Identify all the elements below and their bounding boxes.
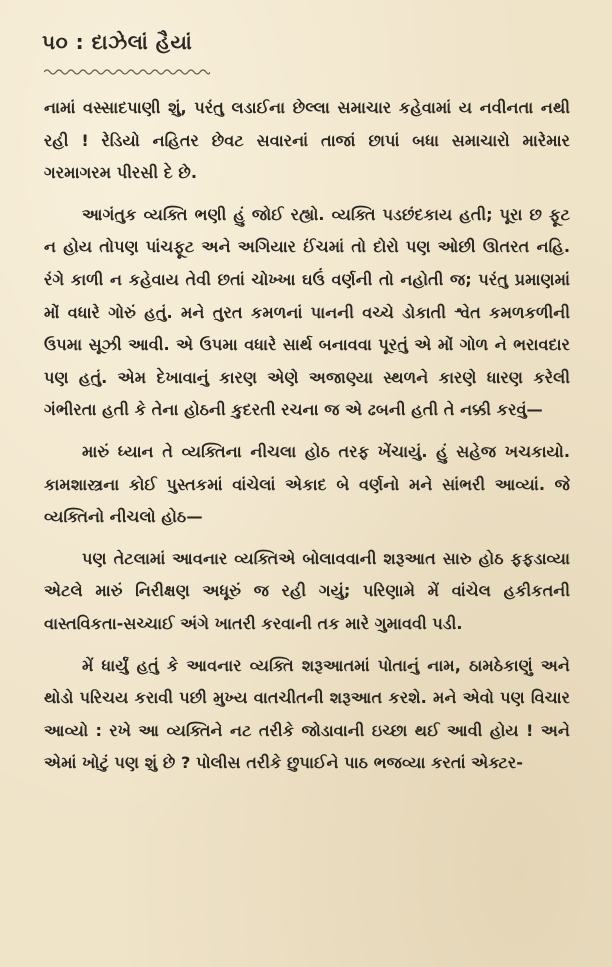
paragraph: પણ તેટલામાં આવનાર વ્યક્તિએ બોલાવવાની શરૂઆત સારુ હોઠ ફફડાવ્યા એટલે મારું નિરીક્ષણ અધૂરું જ રહી ગયું; પરિણામે મેં વાંચેલ હકીકતની વાસ્તવિકતા-સચ્ચાઈ અંગે ખાતરી કરવાની તક મારે ગુમાવવી પડી.	[44, 548, 570, 633]
paragraph: આગંતુક વ્યક્તિ ભણી હું જોઈ રહ્યો. વ્યક્તિ પડછંદકાય હતી; પૂરા છ ફૂટ ન હોય તોપણ પાંચફૂટ અને અગિયાર ઈંચમાં તો દોરો પણ ઓછી ઊતરત નહિ. રંગે કાળી ન કહેવાય તેવી છતાં ચોખ્ખા ઘઉં વર્ણની તો નહોતી જ; પરંતુ પ્રમાણમાં મોં વધારે ગોરું હતું. મને તુરત કમળનાં પાનની વચ્ચે ડોકાતી શ્વેત કમળકળીની ઉપમા સૂઝી આવી. એ ઉપમા વધારે સાર્થ બનાવવા પૂરતું એ મોં ગોળ ને ભરાવદાર પણ હતું. એમ દેખાવાનું કારણ એણે અજાણ્યા સ્થળને કારણે ધારણ કરેલી ગંભીરતા હતી કે તેના હોઠની કુદરતી રચના જ એ ઢબની હતી તે નક્કી કરવું—	[44, 204, 570, 420]
paragraph: મારું ધ્યાન તે વ્યક્તિના નીચલા હોઠ તરફ ખેંચાયું. હું સહેજ ખચકાયો. કામશાસ્ત્રના કોઈ પુસ્તકમાં વાંચેલાં એકાદ બે વર્ણનો મને સાંભરી આવ્યાં. જે વ્યક્તિનો નીચલો હોઠ—	[44, 441, 570, 527]
paragraph: નામાં વસ્સાદપાણી શું, પરંતુ લડાઈના છેલ્લા સમાચાર કહેવામાં ય નવીનતા નથી રહી ! રેડિયો નહિતર છેવટ સવારનાં તાજાં છાપાં બધા સમાચારો મારેમાર ગરમાગરમ પીરસી દે છે.	[44, 98, 570, 183]
header-decorative-rule	[44, 68, 210, 76]
paragraph: મેં ધાર્યું હતું કે આવનાર વ્યક્તિ શરૂઆતમાં પોતાનું નામ, ઠામઠેકાણું અને થોડો પરિચય કરાવી પછી મુખ્ય વાતચીતની શરૂઆત કરશે. મને એવો પણ વિચાર આવ્યો : રખે આ વ્યક્તિને નટ તરીકે જોડાવાની ઇચ્છા થઈ આવી હોય ! અને એમાં ખોટું પણ શું છે ? પોલીસ તરીકે છુપાઈને પાઠ ભજવ્યા કરતાં એક્ટર-	[44, 655, 570, 773]
body-text	[44, 92, 570, 789]
page-header: ૫૦ : દાઝેલાં હૈયાં	[42, 30, 193, 54]
